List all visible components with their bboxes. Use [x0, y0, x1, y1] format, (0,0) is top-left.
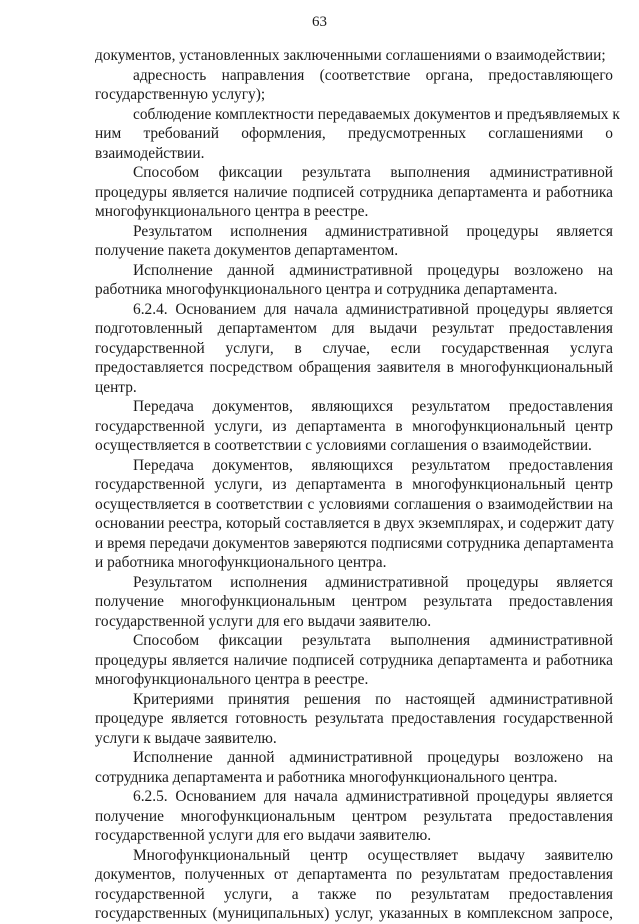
text-line: государственной услуги для его выдачи заявителю.: [95, 612, 432, 630]
paragraph: [95, 163, 613, 222]
page-number: 63: [312, 14, 327, 30]
paragraph: [95, 787, 613, 846]
text-line: государственной услуги, в случае, если государственная услуга: [95, 339, 613, 357]
document-body: [95, 46, 620, 924]
text-line: Многофункциональный центр осуществляет выдачу заявителю: [133, 846, 613, 864]
text-line: ним требований оформления, предусмотренных соглашениями о: [95, 125, 613, 142]
text-line: получение пакета документов департаментом.: [95, 242, 399, 259]
text-line: Исполнение данной административной процедуры возложено на: [133, 261, 613, 279]
paragraph: [95, 300, 613, 398]
paragraph: [95, 573, 613, 632]
paragraph: [95, 397, 613, 456]
paragraph: [95, 748, 613, 787]
text-line: осуществляется в соответствии с условиями соглашения о взаимодействии.: [95, 437, 592, 454]
text-line: документов, установленных заключенными соглашениями о взаимодействии;: [95, 47, 606, 64]
text-line: государственной услуги, из департамента в многофункциональный центр: [95, 417, 613, 435]
text-line: государственной услуги для его выдачи заявителю.: [95, 827, 432, 844]
text-line: государственных (муниципальных) услуг, указанных в комплексном запросе,: [95, 905, 613, 922]
text-line: Передача документов, являющихся результатом предоставления: [133, 398, 613, 415]
paragraph: [95, 690, 613, 749]
text-line: процедуры является наличие подписей сотрудника департамента и работника: [95, 183, 613, 201]
text-line: основании реестра, который составляется в двух экземплярах, и содержит дату: [95, 515, 615, 532]
paragraph: [95, 222, 613, 261]
text-line: подготовленный департаментом для выдачи результат предоставления: [95, 320, 613, 337]
text-line: Способом фиксации результата выполнения административной: [133, 164, 613, 181]
text-line: процедуры является наличие подписей сотрудника департамента и работника: [95, 651, 613, 669]
text-line: Результатом исполнения административной процедуры является: [133, 222, 613, 240]
text-line: работника многофункционального центра и сотрудника департамента.: [95, 281, 558, 298]
text-line: Результатом исполнения административной процедуры является: [133, 573, 613, 591]
text-line: предоставляется посредством обращения заявителя в многофункциональный: [95, 359, 613, 376]
text-line: адресность направления (соответствие органа, предоставляющего: [133, 66, 613, 84]
text-line: сотрудника департамента и работника многофункционального центра.: [95, 768, 558, 786]
text-line: Исполнение данной административной процедуры возложено на: [133, 749, 613, 766]
text-line: Критериями принятия решения по настоящей административной: [133, 690, 613, 708]
text-line: процедуре является готовность результата предоставления государственной: [95, 710, 613, 727]
paragraph: [95, 846, 613, 924]
text-line: взаимодействии.: [95, 144, 205, 162]
text-line: документов, полученных от департамента по результатам предоставления: [95, 866, 613, 883]
text-line: 6.2.4. Основанием для начала административной процедуры является: [133, 300, 613, 318]
paragraph: [95, 46, 613, 66]
text-line: соблюдение комплектности передаваемых документов и предъявляемых к: [133, 105, 620, 123]
paragraph: [95, 261, 613, 300]
text-line: Способом фиксации результата выполнения административной: [133, 632, 613, 649]
text-line: многофункционального центра в реестре.: [95, 671, 369, 688]
text-line: получение многофункциональным центром результата предоставления: [95, 593, 613, 610]
paragraph: [95, 456, 613, 573]
text-line: государственной услуги, а также по результатам предоставления: [95, 885, 613, 903]
text-line: центр.: [95, 378, 137, 396]
text-line: осуществляется в соответствии с условиями соглашения о взаимодействии на: [95, 495, 613, 513]
text-line: и работника многофункционального центра.: [95, 554, 387, 571]
text-line: 6.2.5. Основанием для начала административной процедуры является: [133, 788, 613, 805]
text-line: многофункционального центра в реестре.: [95, 203, 369, 220]
text-line: государственной услуги, из департамента в многофункциональный центр: [95, 476, 613, 493]
text-line: получение многофункциональным центром результата предоставления: [95, 807, 613, 825]
text-line: государственную услугу);: [95, 86, 266, 103]
paragraph: [95, 631, 613, 690]
text-line: Передача документов, являющихся результатом предоставления: [133, 456, 613, 474]
text-line: и время передачи документов заверяются подписями сотрудника департамента: [95, 534, 614, 552]
paragraph: [95, 66, 613, 105]
paragraph: [95, 105, 620, 164]
text-line: услуги к выдаче заявителю.: [95, 729, 277, 747]
